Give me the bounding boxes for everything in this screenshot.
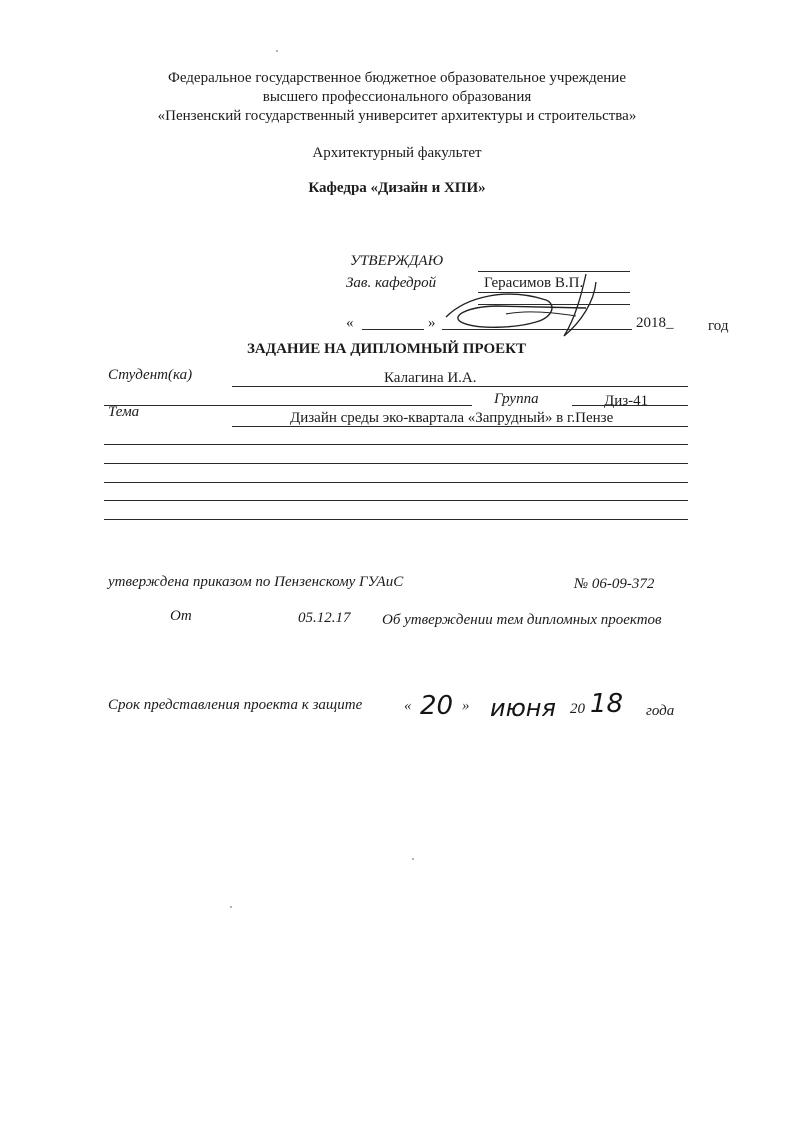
- scan-speck: [230, 906, 232, 908]
- head-of-department-label: Зав. кафедрой: [346, 275, 437, 291]
- approval-year: 2018_: [636, 315, 674, 331]
- group-value: Диз-41: [604, 393, 649, 409]
- scan-speck: [412, 858, 414, 860]
- group-label: Группа: [494, 391, 539, 407]
- topic-value: Дизайн среды эко-квартала «Запрудный» в г.Пензе: [290, 410, 614, 426]
- deadline-quote-open: «: [404, 698, 412, 714]
- scan-speck: [276, 50, 278, 52]
- topic-line-3: [104, 463, 688, 464]
- order-text: утверждена приказом по Пензенскому ГУАиС: [108, 574, 404, 590]
- topic-line-4: [104, 482, 688, 483]
- faculty-name: Архитектурный факультет: [312, 145, 482, 161]
- deadline-month-handwritten: июня: [490, 694, 556, 722]
- deadline-day-handwritten: 20: [420, 691, 454, 721]
- signature-scribble-icon: [436, 262, 606, 342]
- institution-line-1: Федеральное государственное бюджетное образовательное учреждение: [167, 70, 626, 86]
- head-of-department-name: Герасимов В.П.: [484, 275, 584, 291]
- approval-year-word: год: [708, 318, 729, 334]
- student-second-line: [104, 405, 472, 406]
- topic-label: Тема: [108, 404, 140, 420]
- document-title: ЗАДАНИЕ НА ДИПЛОМНЫЙ ПРОЕКТ: [247, 341, 527, 357]
- date-day-line: [362, 329, 424, 330]
- deadline-quote-close: »: [462, 698, 470, 714]
- group-line: [572, 405, 688, 406]
- topic-line-5: [104, 500, 688, 501]
- topic-line-1: [232, 426, 688, 427]
- deadline-century: 20: [570, 701, 585, 717]
- date-quote-open: «: [346, 315, 354, 331]
- student-label: Студент(ка): [108, 367, 193, 383]
- institution-line-3: «Пензенский государственный университет архитектуры и строительства»: [157, 108, 637, 124]
- order-date: 05.12.17: [298, 610, 351, 626]
- order-subject: Об утверждении тем дипломных проектов: [382, 612, 662, 628]
- deadline-year-word: года: [646, 703, 675, 719]
- department-name: Кафедра «Дизайн и ХПИ»: [308, 180, 486, 196]
- institution-line-2: высшего профессионального образования: [262, 89, 532, 105]
- order-number: № 06-09-372: [574, 576, 655, 592]
- date-quote-close: »: [428, 315, 436, 331]
- student-name-line: [232, 386, 688, 387]
- order-from-label: От: [170, 608, 192, 624]
- deadline-year-suffix-handwritten: 18: [590, 689, 624, 719]
- topic-line-2: [104, 444, 688, 445]
- deadline-label: Срок представления проекта к защите: [108, 697, 363, 713]
- topic-line-6: [104, 519, 688, 520]
- approve-label: УТВЕРЖДАЮ: [350, 253, 444, 269]
- student-name: Калагина И.А.: [384, 370, 477, 386]
